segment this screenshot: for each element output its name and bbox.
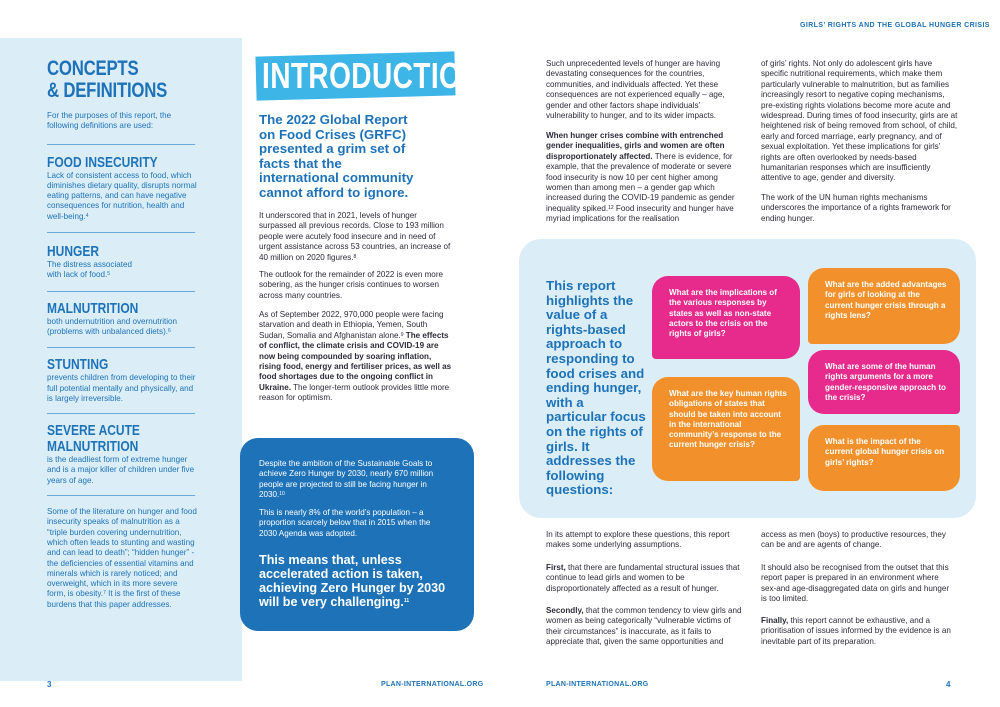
sidebar-title-line2: & DEFINITIONS (47, 79, 168, 102)
col4-bottom-paragraph-2: It should also be recognised from the outset that this report paper is prepared in an environment where sex-and age-disaggregated data on girls and hunger is too limited. (761, 563, 950, 604)
intro-lede: The 2022 Global Report on Food Crises (GRFC) presented a grim set of facts that the international community cannot afford to ignore. (259, 112, 414, 200)
divider (47, 413, 195, 414)
question-bubble-1: What are the implications of the various responses by states as well as non-state actors to the crisis on the rights of girls? (652, 276, 800, 359)
term-severe-acute-line2: MALNUTRITION (47, 438, 139, 456)
zero-hunger-callout (240, 438, 474, 631)
footer-url-left[interactable]: PLAN-INTERNATIONAL.ORG (381, 681, 484, 688)
divider (47, 291, 195, 292)
sidebar-title-line1: CONCEPTS (47, 57, 139, 80)
question-bubble-2: What are the key human rights obligations of states that should be taken into account in the international community’s response to the current hunger crisis? (652, 377, 800, 481)
term-food-insecurity: FOOD INSECURITY (47, 153, 158, 171)
callout-highlight: This means that, unless accelerated action is taken, achieving Zero Hunger by 2030 will be very challenging.$^{11}$ (259, 553, 446, 609)
assumptions-intro: In its attempt to explore these questions, this report makes some underlying assumptions. (546, 530, 730, 550)
intro-paragraph-1: It underscored that in 2021, levels of hunger surpassed all previous records. Close to 193 million people were acutely food insecure and in need of urgent assistance across 53 countries, an increase of 40 million on 2020 figures.$^8$ (259, 211, 451, 262)
callout-paragraph-1: Despite the ambition of the Sustainable Goals to achieve Zero Hunger by 2030, nearly 670 million people are projected to still be facing hunger in 2030.10 (259, 459, 434, 500)
divider (47, 347, 195, 348)
questions-intro: This report highlights the value of a rights-based approach to responding to food crises and ending hunger, with a particular focus on the rights of girls. It addresses the following questions: (546, 278, 646, 498)
callout-paragraph-2: This is nearly 8% of the world’s population – a proportion scarcely below that in 2015 when the 2030 Agenda was adopted. (259, 508, 431, 538)
term-malnutrition: MALNUTRITION (47, 299, 139, 317)
divider (47, 495, 195, 496)
col4-bottom-paragraph-1: access as men (boys) to productive resources, they can be and are agents of change. (761, 530, 946, 550)
question-bubble-4: What are some of the human rights arguments for a more gender-responsive approach to the crisis? (808, 350, 960, 414)
intro-paragraph-2: The outlook for the remainder of 2022 is even more sobering, as the hunger crisis continues to worsen across many countries. (259, 270, 444, 300)
sidebar-footnote: Some of the literature on hunger and food insecurity speaks of malnutrition as a “triple burden covering undernutrition, which often leads to stunting and wasting and can lead to death”; “hidden hunger” - the deficiencies of essential vitamins and minerals which is rarely noticed; and overweight, which in its more severe form, is obesity.$^7$ It is the first of these burdens that this paper addresses. (47, 507, 197, 609)
col4-paragraph-2: The work of the UN human rights mechanisms underscores the importance of a rights framework for ending hunger. (761, 193, 951, 223)
definition-hunger: The distress associated with lack of food.$^5$ (47, 260, 133, 280)
term-severe-acute-line1: SEVERE ACUTE (47, 422, 140, 440)
question-bubble-5: What is the impact of the current global hunger crisis on girls’ rights? (808, 425, 960, 491)
col3-paragraph-1: Such unprecedented levels of hunger are having devastating consequences for the countries, communities, and individuals affected. Yet these consequences are not experienced equally – age, gender and other factors shape individuals’ vulnerability to hunger, and to its wider impacts. (546, 59, 725, 121)
concepts-sidebar (0, 38, 242, 681)
definition-food-insecurity: Lack of consistent access to food, which diminishes dietary quality, disrupts normal eating patterns, and can have negative consequences for nutrition, health and well-being.$^4$ (47, 170, 197, 221)
page-number-left: 3 (47, 680, 52, 689)
question-bubble-3: What are the added advantages for girls of looking at the current hunger crisis through a rights lens? (808, 268, 960, 344)
col4-bottom-paragraph-3: Finally, this report cannot be exhaustive, and a prioritisation of issues informed by the evidence is an inevitable part of its preparation. (761, 616, 951, 646)
divider (47, 232, 195, 233)
page-number-right: 4 (946, 680, 951, 689)
sidebar-intro: For the purposes of this report, the following definitions are used: (47, 111, 172, 131)
definition-malnutrition: both undernutrition and overnutrition (problems with unbalanced diets).$^6$ (47, 316, 178, 336)
col4-paragraph-1: of girls’ rights. Not only do adolescent girls have specific nutritional requirements, which make them particularly vulnerable to malnutrition, but as families increasingly resort to negative coping mechanisms, pre-existing rights violations become more acute and widespread. During times of food insecurity, girls are at heightened risk of being removed from school, of child, early and forced marriage, early pregnancy, and of sexual exploitation. Yet these implications for girls’ rights are often overlooked by needs-based humanitarian responses which are insufficiently attentive to age, gender and diversity. (761, 59, 958, 183)
assumption-first: First, that there are fundamental structural issues that continue to lead girls and women to be disproportionately affected as a result of hunger. (546, 563, 740, 593)
term-hunger: HUNGER (47, 243, 100, 261)
assumption-secondly: Secondly, that the common tendency to view girls and women as being categorically “vulnerable victims of their circumstances” is inaccurate, as it fails to appreciate that, given the same opportunities and (546, 606, 742, 647)
definition-stunting: prevents children from developing to their full potential mentally and physically, and is largely irreversible. (47, 373, 196, 403)
col3-paragraph-2: When hunger crises combine with entrenched gender inequalities, girls and women are often disproportionately affected. There is evidence, for example, that the prevalence of moderate or severe food insecurity is now 10 per cent higher among women than among men – a gender gap which increased during the COVID-19 pandemic as gender inequality spiked.$^{12}$ Food insecurity and hunger have myriad implications for the realisation (546, 131, 735, 224)
running-title: GIRLS’ RIGHTS AND THE GLOBAL HUNGER CRISIS (800, 22, 990, 29)
definition-severe-acute: is the deadliest form of extreme hunger and is a major killer of children under five years of age. (47, 455, 195, 485)
term-stunting: STUNTING (47, 356, 109, 374)
page-title: INTRODUCTION (262, 55, 482, 96)
divider (47, 144, 195, 145)
intro-paragraph-3: As of September 2022, 970,000 people were facing starvation and death in Ethiopia, Yemen, South Sudan, Somalia and Afghanistan alone.$^9$ The effects of conflict, the climate crisis and COVID-19 are now being compounded by soaring inflation, rising food, energy and fertiliser prices, as well as food shortages due to the ongoing conflict in Ukraine. The longer-term outlook provides little more reason for optimism. (259, 310, 452, 403)
footer-url-right[interactable]: PLAN-INTERNATIONAL.ORG (546, 681, 649, 688)
